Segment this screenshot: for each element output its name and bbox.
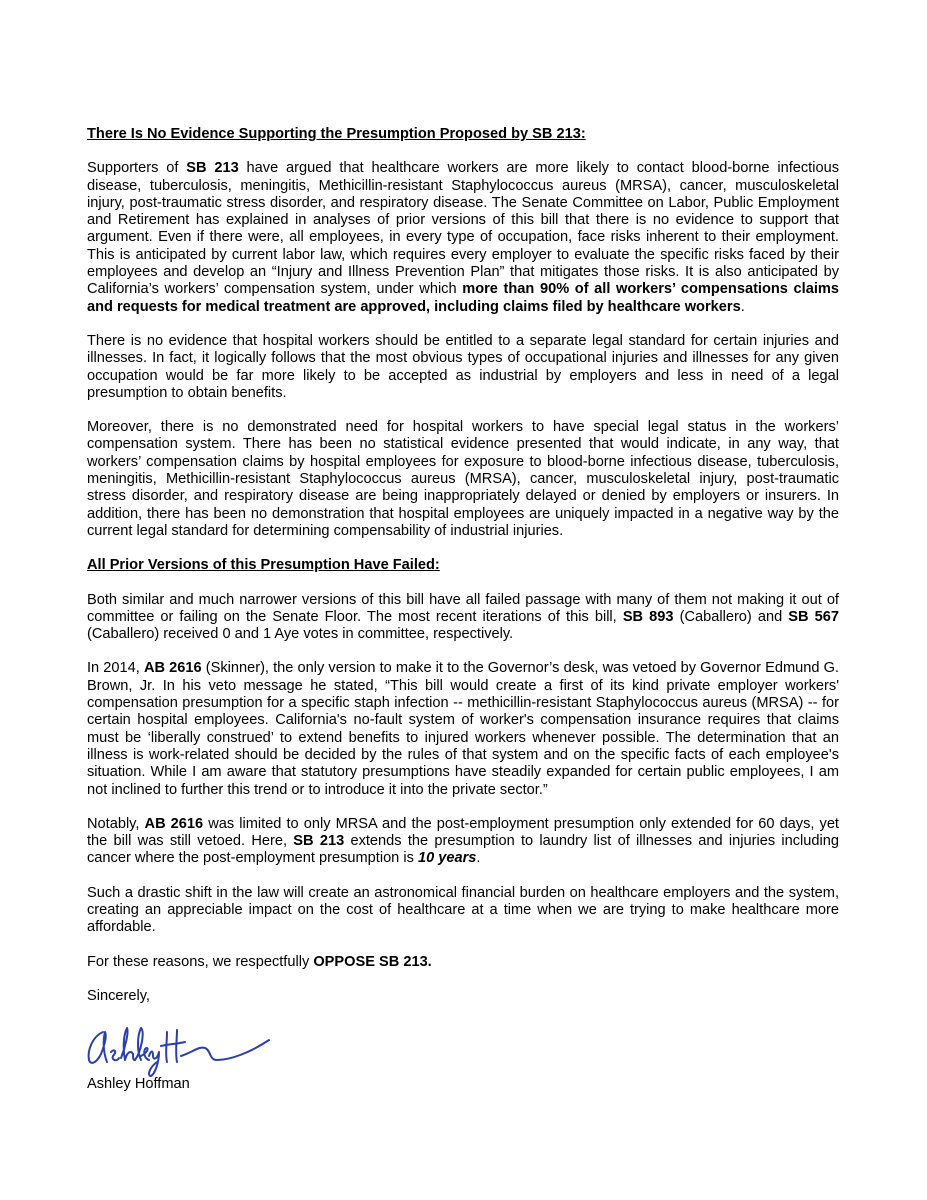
handwritten-signature-icon [81, 1018, 276, 1078]
paragraph-drastic-shift: Such a drastic shift in the law will create an astronomical financial burden on healthcare employers and the system, creating an appreciable impact on the cost of healthcare at a time when we are trying to make healthcare more affordable. [87, 884, 839, 936]
section-heading-prior-versions: All Prior Versions of this Presumption Have Failed: [87, 557, 440, 574]
paragraph-oppose: For these reasons, we respectfully OPPOSE SB 213. [87, 953, 432, 970]
paragraph-separate-legal-standard: There is no evidence that hospital workers should be entitled to a separate legal standard for certain injuries and illnesses. In fact, it logically follows that the most obvious types of occupational injuries and illnesses for any given occupation would be far more likely to be accepted as industrial by employers and less in need of a legal presumption to obtain benefits. [87, 332, 839, 401]
letter-page [87, 126, 839, 1093]
paragraph-veto-message: In 2014, AB 2616 (Skinner), the only version to make it to the Governor’s desk, was vetoed by Governor Edmund G. Brown, Jr. In his veto message he stated, “This bill would create a first of its kind private employer workers' compensation presumption for a specific staph infection -- methicillin-resistant Staphylococcus aureus (MRSA) -- for certain hospital employees. California's no-fault system of worker's compensation insurance requires that claims must be ‘liberally construed’ to extend benefits to injured workers whenever possible. The determination that an illness is work-related should be decided by the rules of that system and on the specific facts of each employee's situation. While I am aware that statutory presumptions have steadily expanded for certain public employees, I am not inclined to further this trend or to introduce it into the private sector.” [87, 660, 839, 798]
salutation: Sincerely, [87, 987, 150, 1004]
paragraph-notably: Notably, AB 2616 was limited to only MRSA and the post-employment presumption only extended for 60 days, yet the bill was still vetoed. Here, SB 213 extends the presumption to laundry list of illnesses and injuries including cancer where the post-employment presumption is 10 years. [87, 815, 839, 867]
paragraph-narrower-versions: Both similar and much narrower versions of this bill have all failed passage with many of them not making it out of committee or failing on the Senate Floor. The most recent iterations of this bill, SB 893 (Caballero) and SB 567 (Caballero) received 0 and 1 Aye votes in committee, respectively. [87, 591, 839, 643]
paragraph-supporters-argued: Supporters of SB 213 have argued that healthcare workers are more likely to contact blood-borne infectious disease, tuberculosis, meningitis, Methicillin-resistant Staphylococcus aureus (MRSA), cancer, musculoskeletal injury, post-traumatic stress disorder, and respiratory disease. The Senate Committee on Labor, Public Employment and Retirement has explained in analyses of prior versions of this bill that there is no evidence to support that argument. Even if there were, all employees, in every type of occupation, face risks inherent to their employment. This is anticipated by current labor law, which requires every employer to evaluate the specific risks faced by their employees and develop an “Injury and Illness Prevention Plan” that mitigates those risks. It is also anticipated by California’s workers’ compensation system, under which more than 90% of all workers’ compensations claims and requests for medical treatment are approved, including claims filed by healthcare workers. [87, 160, 840, 315]
paragraph-no-demonstrated-need: Moreover, there is no demonstrated need for hospital workers to have special legal status in the workers’ compensation system. There has been no statistical evidence presented that would indicate, in any way, that workers’ compensation claims by hospital employees for exposure to blood-borne infectious disease, tuberculosis, meningitis, Methicillin-resistant Staphylococcus aureus (MRSA), cancer, musculoskeletal injury, post-traumatic stress disorder, and respiratory disease are being inappropriately delayed or denied by employers or insurers. In addition, there has been no demonstration that hospital employees are uniquely impacted in a negative way by the current legal standard for determining compensability of industrial injuries. [87, 419, 839, 539]
section-heading-no-evidence: There Is No Evidence Supporting the Presumption Proposed by SB 213: [87, 126, 586, 142]
signer-name: Ashley Hoffman [87, 1076, 190, 1093]
signature-block [87, 988, 839, 1094]
